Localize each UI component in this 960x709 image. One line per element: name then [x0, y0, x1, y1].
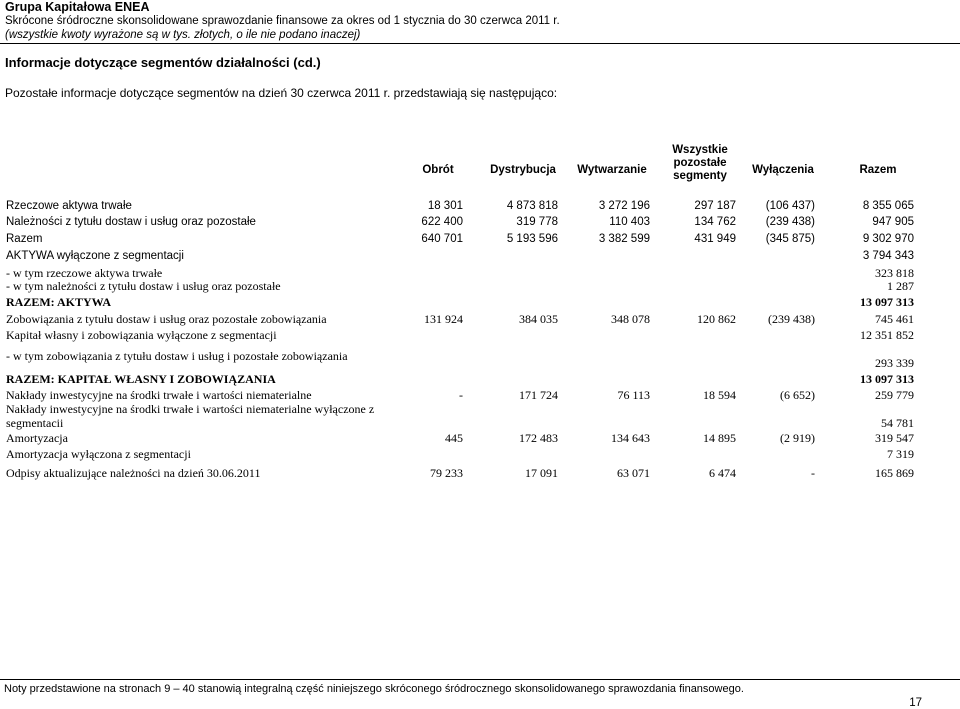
cell-wytwarzanie: 348 078	[611, 312, 650, 326]
cell-razem: 319 547	[875, 431, 914, 445]
cell-wylaczenia: (239 438)	[768, 312, 815, 326]
header-divider	[0, 43, 960, 44]
cell-pozostale: 297 187	[694, 200, 736, 212]
col-header-pozostale-line2: pozostałe	[673, 157, 727, 169]
cell-razem: 293 339	[875, 356, 914, 370]
cell-razem: 259 779	[875, 388, 914, 402]
cell-obrot: 79 233	[430, 466, 463, 480]
col-header-dystrybucja: Dystrybucja	[490, 164, 556, 176]
cell-wytwarzanie: 134 643	[611, 431, 650, 445]
section-title: Informacje dotyczące segmentów działalności (cd.)	[5, 55, 321, 70]
col-header-wytwarzanie: Wytwarzanie	[577, 164, 647, 176]
cell-razem: 54 781	[881, 416, 914, 430]
cell-razem: 165 869	[875, 466, 914, 480]
col-header-wylaczenia: Wyłączenia	[752, 164, 814, 176]
cell-razem: 7 319	[887, 447, 914, 461]
row-label: - w tym rzeczowe aktywa trwałe	[6, 266, 163, 280]
cell-wylaczenia: (106 437)	[765, 200, 815, 212]
row-label: Odpisy aktualizujące należności na dzień 30.06.2011	[6, 466, 261, 480]
document-header	[5, 0, 955, 42]
cell-wytwarzanie: 3 272 196	[598, 200, 650, 212]
cell-razem: 13 097 313	[860, 295, 914, 309]
cell-razem: 12 351 852	[860, 328, 914, 342]
cell-pozostale: 431 949	[694, 233, 736, 245]
cell-wytwarzanie: 3 382 599	[598, 233, 650, 245]
row-label-line1: Nakłady inwestycyjne na środki trwałe i wartości niematerialne wyłączone z	[6, 402, 375, 416]
intro-text: Pozostałe informacje dotyczące segmentów na dzień 30 czerwca 2011 r. przedstawiają się następująco:	[5, 86, 558, 100]
company-name: Grupa Kapitałowa ENEA	[5, 0, 150, 14]
row-label: Nakłady inwestycyjne na środki trwałe i wartości niematerialne	[6, 388, 312, 402]
cell-pozostale: 18 594	[703, 388, 736, 402]
cell-obrot: 445	[445, 431, 463, 445]
row-label: AKTYWA wyłączone z segmentacji	[6, 250, 184, 262]
row-label: Rzeczowe aktywa trwałe	[6, 200, 132, 212]
cell-razem: 947 905	[872, 216, 914, 228]
col-header-obrot: Obrót	[422, 164, 454, 176]
col-header-pozostale-line3: segmenty	[673, 170, 727, 182]
cell-pozostale: 134 762	[694, 216, 736, 228]
row-label: Amortyzacja wyłączona z segmentacji	[6, 447, 191, 461]
cell-wylaczenia: (2 919)	[780, 431, 815, 445]
cell-wylaczenia: (345 875)	[765, 233, 815, 245]
row-label: - w tym zobowiązania z tytułu dostaw i usług i pozostałe zobowiązania	[6, 349, 348, 363]
footer-note: Noty przedstawione na stronach 9 – 40 stanowią integralną część niniejszego skróconego śródrocznego skonsolidowanego sprawozdania finansowego.	[4, 683, 744, 695]
cell-wylaczenia: (6 652)	[780, 388, 815, 402]
footer-divider	[0, 679, 960, 680]
cell-dystrybucja: 319 778	[516, 216, 558, 228]
cell-wylaczenia: -	[811, 466, 815, 480]
cell-obrot: 622 400	[421, 216, 463, 228]
row-label: Amortyzacja	[6, 431, 68, 445]
cell-wytwarzanie: 76 113	[617, 388, 650, 402]
row-label: Zobowiązania z tytułu dostaw i usług oraz pozostałe zobowiązania	[6, 312, 327, 326]
cell-dystrybucja: 4 873 818	[506, 200, 558, 212]
cell-obrot: -	[459, 388, 463, 402]
row-label: Razem	[6, 233, 43, 245]
units-note: (wszystkie kwoty wyrażone są w tys. złotych, o ile nie podano inaczej)	[5, 29, 361, 41]
cell-razem: 9 302 970	[862, 233, 914, 245]
cell-dystrybucja: 17 091	[525, 466, 558, 480]
row-label: Należności z tytułu dostaw i usług oraz pozostałe	[6, 216, 256, 228]
col-header-razem: Razem	[859, 164, 897, 176]
col-header-pozostale-line1: Wszystkie	[672, 144, 728, 156]
cell-dystrybucja: 5 193 596	[506, 233, 558, 245]
cell-pozostale: 120 862	[697, 312, 736, 326]
cell-razem: 13 097 313	[860, 372, 914, 386]
cell-razem: 745 461	[875, 312, 914, 326]
row-label: Kapitał własny i zobowiązania wyłączone z segmentacji	[6, 328, 277, 342]
cell-pozostale: 14 895	[703, 431, 736, 445]
row-label: RAZEM: AKTYWA	[6, 295, 112, 309]
cell-razem: 1 287	[887, 279, 914, 293]
cell-wylaczenia: (239 438)	[765, 216, 815, 228]
cell-wytwarzanie: 63 071	[617, 466, 650, 480]
cell-razem: 3 794 343	[862, 250, 914, 262]
cell-dystrybucja: 171 724	[519, 388, 558, 402]
cell-wytwarzanie: 110 403	[609, 216, 650, 228]
cell-pozostale: 6 474	[709, 466, 736, 480]
cell-razem: 323 818	[875, 266, 914, 280]
row-label: RAZEM: KAPITAŁ WŁASNY I ZOBOWIĄZANIA	[6, 372, 276, 386]
cell-obrot: 18 301	[427, 200, 463, 212]
column-headers	[0, 144, 960, 194]
report-subtitle: Skrócone śródroczne skonsolidowane sprawozdanie finansowe za okres od 1 stycznia do 30 czerwca 2011 r.	[5, 15, 560, 27]
cell-dystrybucja: 172 483	[519, 431, 558, 445]
col-header-pozostale	[664, 144, 736, 183]
row-label: - w tym należności z tytułu dostaw i usług oraz pozostałe	[6, 279, 281, 293]
cell-razem: 8 355 065	[862, 200, 914, 212]
page-number: 17	[909, 697, 922, 709]
row-label-line2: segmentacii	[6, 416, 64, 430]
cell-obrot: 640 701	[421, 233, 463, 245]
cell-dystrybucja: 384 035	[519, 312, 558, 326]
cell-obrot: 131 924	[424, 312, 463, 326]
